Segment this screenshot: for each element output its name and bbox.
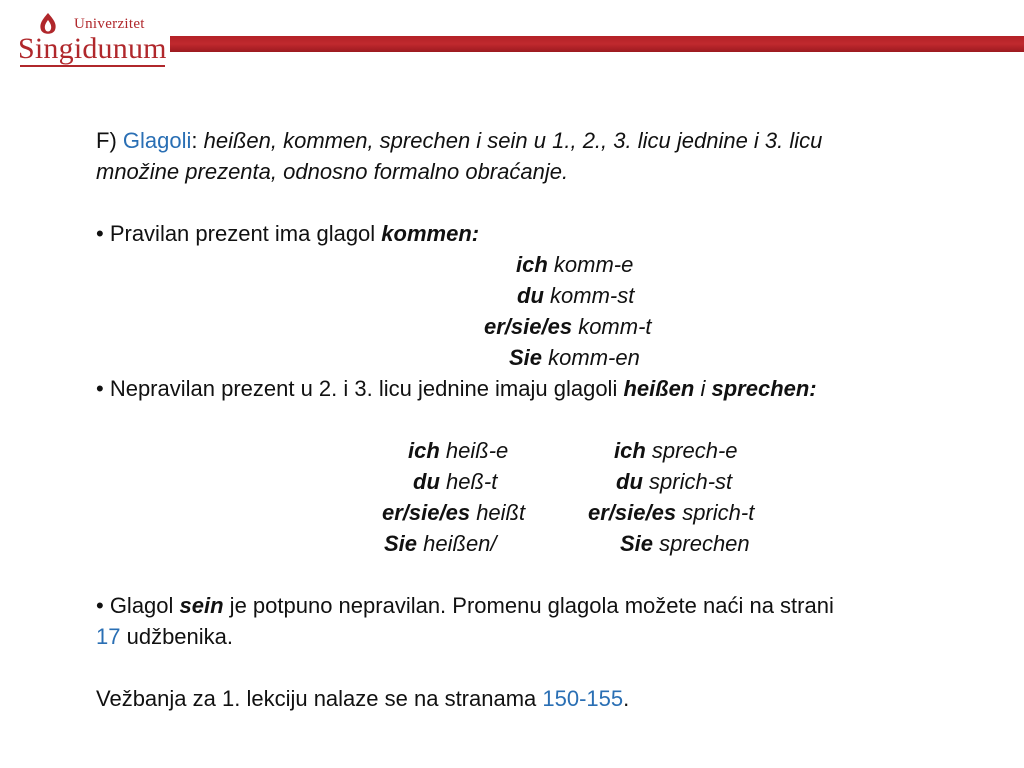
verb-kommen: kommen:	[381, 221, 480, 246]
pronoun: du	[616, 469, 643, 494]
irregular-row-er-sie-es	[96, 497, 976, 528]
verb-sein: sein	[179, 593, 224, 618]
bullet-irregular-text: • Nepravilan prezent u 2. i 3. licu jednine imaju glagoli	[96, 376, 624, 401]
verb-form: sprich-t	[676, 500, 755, 525]
kommen-row-du	[96, 280, 976, 311]
and-word: i	[694, 376, 712, 401]
pronoun: ich	[516, 252, 548, 277]
pronoun: ich	[614, 438, 646, 463]
intro-verbs: heißen, kommen, sprechen i sein u 1., 2., 3. licu jednine i 3. licu	[203, 128, 823, 153]
bullet-sein	[96, 590, 976, 621]
university-logo	[14, 12, 167, 68]
intro-line-1	[96, 125, 976, 156]
verb-heissen: heißen	[623, 376, 695, 401]
pronoun: er/sie/es	[588, 500, 677, 525]
pronoun: du	[517, 283, 544, 308]
verb-form: heißt	[470, 500, 526, 525]
exercises-line	[96, 683, 976, 714]
verb-form: heiß-e	[439, 438, 509, 463]
page-reference: 17	[96, 624, 121, 649]
exercises-period: .	[623, 686, 630, 711]
bullet-sein-tail: udžbenika.	[120, 624, 234, 649]
logo-underline	[20, 65, 165, 67]
pronoun: er/sie/es	[484, 314, 573, 339]
verb-form: komm-t	[572, 314, 652, 339]
intro-prefix: F)	[96, 128, 123, 153]
verb-form: komm-e	[547, 252, 634, 277]
bullet-regular-verb	[96, 218, 976, 249]
verb-form: heß-t	[439, 469, 498, 494]
pronoun: er/sie/es	[382, 500, 471, 525]
bullet-sein-rest: je potpuno nepravilan. Promenu glagola možete naći na strani	[223, 593, 834, 618]
irregular-row-ich	[96, 435, 976, 466]
bullet-regular-text: • Pravilan prezent ima glagol	[96, 221, 382, 246]
logo-name-text: Singidunum	[18, 32, 167, 65]
irregular-row-du	[96, 466, 976, 497]
bullet-irregular-verbs	[96, 373, 976, 404]
verb-form: komm-en	[542, 345, 640, 370]
verb-form: sprech-e	[645, 438, 738, 463]
verb-form: sprich-st	[642, 469, 733, 494]
verb-form: heißen/	[417, 531, 497, 556]
pronoun: Sie	[384, 531, 418, 556]
pronoun: du	[413, 469, 440, 494]
header-red-bar	[170, 36, 1024, 52]
irregular-row-sie	[96, 528, 976, 559]
verb-form: komm-st	[543, 283, 635, 308]
intro-colon: :	[191, 128, 204, 153]
pronoun: Sie	[509, 345, 543, 370]
kommen-row-sie	[96, 342, 976, 373]
bullet-sein-line-2	[96, 621, 976, 652]
kommen-row-ich	[96, 249, 976, 280]
exercises-pages: 150-155	[542, 686, 624, 711]
slide-content	[96, 125, 976, 714]
glagoli-word: Glagoli	[122, 128, 192, 153]
logo-university-text: Univerzitet	[74, 16, 145, 32]
kommen-row-er-sie-es	[96, 311, 976, 342]
exercises-text: Vežbanja za 1. lekciju nalaze se na stranama	[96, 686, 543, 711]
pronoun: ich	[408, 438, 440, 463]
pronoun: Sie	[620, 531, 654, 556]
bullet-sein-text: • Glagol	[96, 593, 180, 618]
intro-line-2: množine prezenta, odnosno formalno obraćanje.	[96, 159, 569, 184]
verb-form: sprechen	[653, 531, 750, 556]
verb-sprechen: sprechen:	[711, 376, 817, 401]
